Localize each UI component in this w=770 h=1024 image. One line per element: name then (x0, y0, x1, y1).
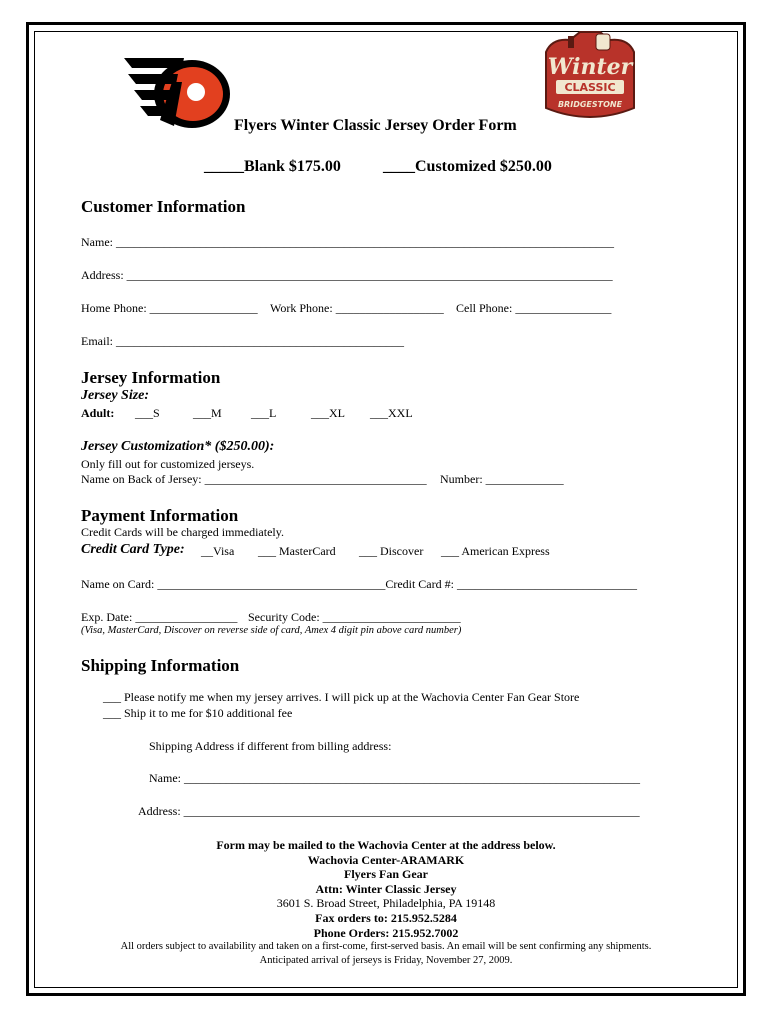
winter-classic-logo (540, 30, 640, 122)
home-phone-field[interactable]: Home Phone: __________________ (81, 301, 258, 315)
jersey-heading: Jersey Information (81, 368, 221, 387)
amex-option[interactable]: ___ American Express (441, 544, 550, 558)
flyers-logo (120, 52, 232, 130)
cell-phone-field[interactable]: Cell Phone: ________________ (456, 301, 612, 315)
alt-address-label: Shipping Address if different from billing address: (149, 739, 392, 753)
customized-option: ____Customized $250.00 (383, 158, 552, 175)
size-s-option[interactable]: ___S (135, 406, 160, 420)
mastercard-option[interactable]: ___ MasterCard (258, 544, 336, 558)
footer-arrival: Anticipated arrival of jerseys is Friday, November 27, 2009. (259, 955, 513, 966)
jersey-size-heading: Jersey Size: (81, 388, 150, 403)
customer-address-field[interactable]: Address: _________________________________________________________________________________ (81, 268, 613, 282)
customization-heading: Jersey Customization* ($250.00): (81, 439, 275, 454)
footer-terms: All orders subject to availability and taken on a first-come, first-served basis. An email will be sent confirming any shipments. (120, 941, 652, 952)
footer-org: Wachovia Center-ARAMARK (307, 853, 465, 867)
security-code-field[interactable]: Security Code: _______________________ (248, 610, 461, 624)
customization-note: Only fill out for customized jerseys. (81, 457, 255, 471)
jersey-number-field[interactable]: Number: _____________ (440, 472, 564, 486)
adult-label: Adult: (81, 406, 115, 420)
size-l-option[interactable]: ___L (251, 406, 277, 420)
form-title: Flyers Winter Classic Jersey Order Form (234, 117, 517, 134)
payment-heading: Payment Information (81, 506, 239, 525)
customer-heading: Customer Information (81, 197, 246, 216)
pickup-option[interactable]: ___ Please notify me when my jersey arrives. I will pick up at the Wachovia Center Fan Gear Store (103, 690, 580, 704)
footer-phone: Phone Orders: 215.952.7002 (313, 926, 459, 940)
shipping-heading: Shipping Information (81, 656, 240, 675)
size-xxl-option[interactable]: ___XXL (370, 406, 413, 420)
footer-street: 3601 S. Broad Street, Philadelphia, PA 19148 (276, 896, 496, 910)
discover-option[interactable]: ___ Discover (359, 544, 424, 558)
size-m-option[interactable]: ___M (193, 406, 222, 420)
name-on-back-field[interactable]: Name on Back of Jersey: _____________________________________ (81, 472, 427, 486)
ship-option[interactable]: ___ Ship it to me for $10 additional fee (103, 706, 293, 720)
email-field[interactable]: Email: ________________________________________________ (81, 334, 404, 348)
winter-text: Winter (547, 54, 633, 80)
footer-dept: Flyers Fan Gear (344, 867, 428, 881)
card-type-label: Credit Card Type: (81, 542, 185, 557)
work-phone-field[interactable]: Work Phone: __________________ (270, 301, 444, 315)
sponsor-text: BRIDGESTONE (557, 100, 623, 109)
blank-option: _____Blank $175.00 (204, 158, 341, 175)
payment-note: Credit Cards will be charged immediately. (81, 525, 284, 539)
shipping-name-field[interactable]: Name: ____________________________________________________________________________ (149, 771, 640, 785)
footer-fax: Fax orders to: 215.952.5284 (315, 911, 457, 925)
exp-date-field[interactable]: Exp. Date: _________________ (81, 610, 238, 624)
shipping-address-field[interactable]: Address: ____________________________________________________________________________ (138, 804, 640, 818)
footer-attn: Attn: Winter Classic Jersey (315, 882, 457, 896)
classic-text: CLASSIC (564, 81, 616, 94)
card-name-number-fields[interactable]: Name on Card: ______________________________________Credit Card #: ______________________________ (81, 577, 637, 591)
card-footnote: (Visa, MasterCard, Discover on reverse side of card, Amex 4 digit pin above card number) (81, 625, 462, 636)
footer-mail-note: Form may be mailed to the Wachovia Center at the address below. (216, 838, 556, 852)
size-xl-option[interactable]: ___XL (311, 406, 345, 420)
svg-text:®: ® (172, 119, 178, 126)
customer-name-field[interactable]: Name: ___________________________________________________________________________________ (81, 235, 614, 249)
visa-option[interactable]: __Visa (201, 544, 235, 558)
